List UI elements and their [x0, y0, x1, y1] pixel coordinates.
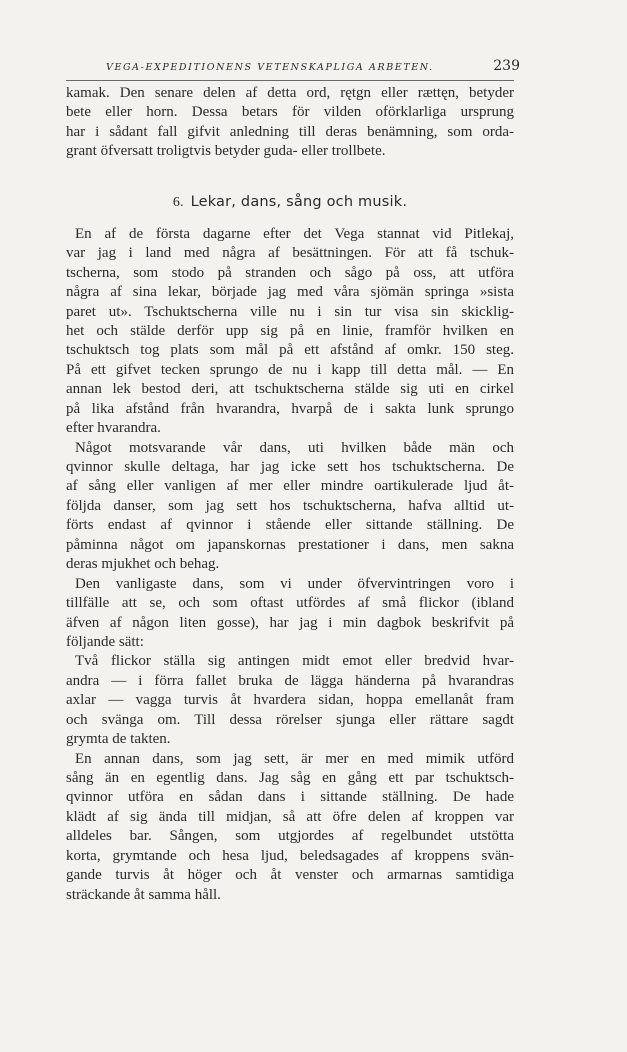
text-line: qvinnor utföra en sådan dans i sittande ställning. De hade: [66, 789, 514, 806]
text-line: gande turvis åt höger och åt venster och armarnas samtidiga: [66, 867, 514, 884]
section-heading: [66, 191, 514, 213]
text-line: följande sätt:: [66, 633, 144, 650]
text-line: het och stälde derför upp sig på en linie, framför hvilken en: [66, 322, 514, 339]
text-line: deras mjukhet och behag.: [66, 556, 220, 573]
text-line: korta, grymtande och hesa ljud, beledsagades af kroppens svän-: [66, 847, 514, 864]
text-line: klädt af sig ända till midjan, så att öfre delen af kroppen var: [66, 808, 514, 825]
text-line: En annan dans, som jag sett, är mer en med mimik utförd: [75, 750, 514, 767]
text-line: kamak. Den senare delen af detta ord, rętgn eller rættęn, betyder: [66, 85, 514, 101]
text-line: bete eller horn. Dessa betars för vilden oförklarliga ursprung: [66, 104, 514, 121]
text-line: tschuktsch tog plats som mål på ett afstånd af omkr. 150 steg.: [66, 342, 514, 359]
text-line: var jag i land med några af besättningen. För att få tschuk-: [66, 245, 514, 262]
text-line: följda danser, som jag sett hos tschuktscherna, hafva alltid ut-: [66, 497, 514, 514]
text-line: axlar — vagga turvis åt hvardera sidan, hoppa emellanåt fram: [66, 692, 514, 709]
text-line: En af de första dagarne efter det Vega stannat vid Pitlekaj,: [75, 225, 514, 242]
paragraph: [66, 439, 514, 575]
paragraph: [66, 652, 514, 749]
text-line: äfven af någon liten gosse), har jag i min dagbok beskrifvit på: [66, 614, 514, 631]
text-line: alldeles bar. Sången, som utgjordes af regelbundet utstötta: [66, 828, 514, 845]
paragraph: [66, 84, 514, 162]
text-line: Något motsvarande vår dans, uti hvilken både män och: [75, 439, 514, 456]
text-line: tscherna, som stodo på stranden och sågo på oss, att utföra: [66, 264, 514, 281]
text-line: paret ut». Tschuktscherna ville nu i sin tur visa sin skicklig-: [66, 303, 514, 320]
text-line: och svänga om. Till dessa rörelser sjunga eller rättare sagdt: [66, 711, 514, 728]
page-header: [66, 58, 520, 81]
paragraph: [66, 575, 514, 653]
text-line: andra — i förra fallet bruka de lägga händerna på hvarandras: [66, 672, 514, 689]
text-line: qvinnor skulle deltaga, har jag icke sett hos tschuktscherna. De: [66, 459, 514, 475]
page-number: 239: [493, 58, 520, 74]
text-line: grymta de takten.: [66, 731, 171, 748]
text-line: påminna något om japanskornas prestationer i dans, men sakna: [66, 536, 514, 553]
paragraph: [66, 225, 514, 439]
text-line: har i sådant fall gifvit anledning till deras benämning, som orda-: [66, 123, 514, 140]
text-line: annan lek bestod deri, att tschuktscherna stälde sig uti en cirkel: [66, 381, 514, 398]
running-head: VEGA-EXPEDITIONENS VETENSKAPLIGA ARBETEN.: [106, 62, 434, 73]
text-line: af sång eller vanligen af mer eller mindre oartikulerade ljud åt-: [66, 478, 514, 495]
text-line: förts endast af qvinnor i stående eller sittande ställning. De: [66, 517, 514, 534]
section-title: Lekar, dans, sång och musik.: [190, 193, 408, 210]
paragraph: [66, 750, 514, 906]
text-line: tillfälle att se, och som oftast utfördes af små flickor (ibland: [66, 595, 514, 612]
text-line: på lika afstånd från hvarandra, hvarpå de i sakta lunk sprungo: [66, 400, 514, 417]
text-line: efter hvarandra.: [66, 420, 161, 437]
text-line: Två flickor ställa sig antingen midt emot eller bredvid hvar-: [75, 653, 514, 670]
text-line: sträckande åt samma håll.: [66, 886, 221, 903]
text-line: några af sina lekar, började jag med våra sjömän springa »sista: [66, 284, 514, 301]
text-line: grant öfversatt troligtvis betyder guda- eller trollbete.: [66, 143, 386, 160]
section-number: 6.: [172, 194, 184, 210]
text-line: På ett gifvet tecken sprungo de nu i kapp till detta mål. — En: [66, 361, 514, 378]
text-line: Den vanligaste dans, som vi under öfvervintringen voro i: [75, 575, 514, 592]
text-line: sång än en egentlig dans. Jag såg en gång ett par tschuktsch-: [66, 770, 514, 786]
book-page: [66, 58, 520, 905]
